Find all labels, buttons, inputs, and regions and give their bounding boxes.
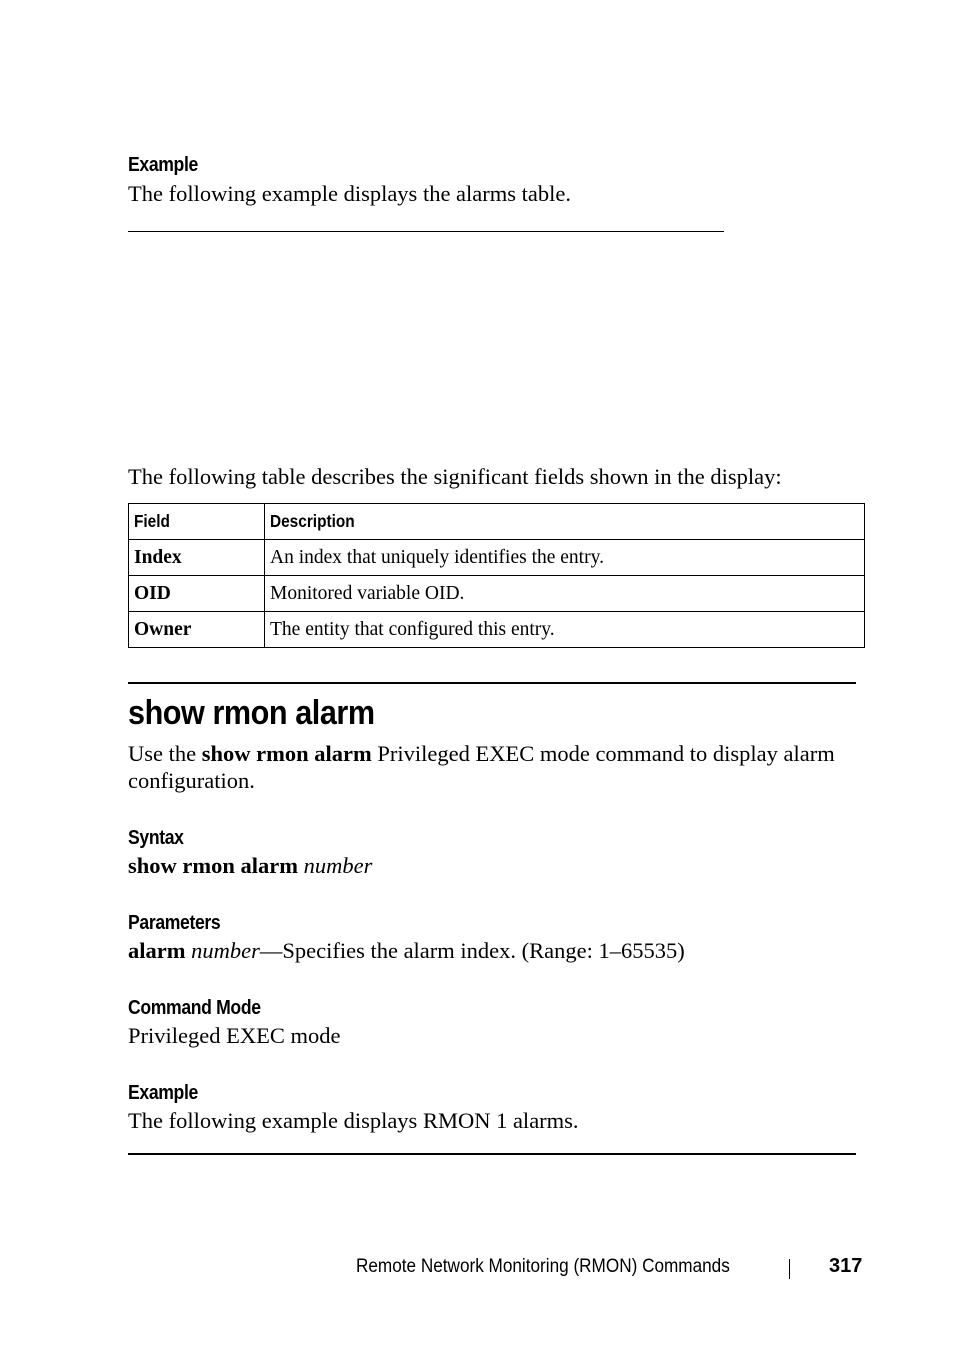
table-row (129, 576, 865, 612)
fields-table (128, 503, 865, 648)
field-description-cell: An index that uniquely identifies the entry. (265, 540, 865, 576)
table-row (129, 540, 865, 576)
table-header-description: Description (265, 504, 865, 540)
field-name-cell: Owner (129, 612, 265, 648)
table-intro: The following table describes the significant fields shown in the display: (128, 464, 782, 489)
syntax-argument: number (303, 853, 373, 878)
footer-page-number: 317 (829, 1255, 863, 1277)
field-description-cell: The entity that configured this entry. (265, 612, 865, 648)
example-heading: Example (128, 1082, 198, 1104)
field-description-cell: Monitored variable OID. (265, 576, 865, 612)
footer-separator (789, 1259, 790, 1279)
code-block-top-rule (128, 231, 724, 232)
table-row (129, 612, 865, 648)
field-name-cell: OID (129, 576, 265, 612)
command-mode-text: Privileged EXEC mode (128, 1023, 341, 1048)
parameter-line (128, 937, 685, 965)
example-description: The following example displays RMON 1 alarms. (128, 1108, 579, 1133)
command-mode-heading: Command Mode (128, 997, 261, 1019)
syntax-line (128, 852, 372, 880)
field-name-cell: Index (129, 540, 265, 576)
intro-text: Use the (128, 741, 202, 766)
syntax-command: show rmon alarm (128, 853, 298, 878)
section-title: show rmon alarm (128, 694, 375, 732)
code-block-top-rule (128, 1153, 856, 1155)
example-heading: Example (128, 154, 198, 176)
intro-command: show rmon alarm (201, 741, 372, 766)
example-description: The following example displays the alarms table. (128, 181, 572, 206)
parameters-heading: Parameters (128, 912, 221, 934)
parameter-name: alarm (128, 938, 186, 963)
table-header-field: Field (129, 504, 265, 540)
intro-text: Privileged EXEC mode command to display alarm (371, 741, 835, 766)
section-divider (128, 682, 856, 684)
footer-chapter-title: Remote Network Monitoring (RMON) Commands (356, 1255, 730, 1277)
table-header-row (129, 504, 865, 540)
parameter-argument: number (191, 938, 260, 963)
section-intro-line1 (128, 740, 835, 768)
syntax-heading: Syntax (128, 827, 184, 849)
parameter-description: —Specifies the alarm index. (Range: 1–65535) (259, 938, 685, 963)
section-intro-line2: configuration. (128, 768, 255, 793)
